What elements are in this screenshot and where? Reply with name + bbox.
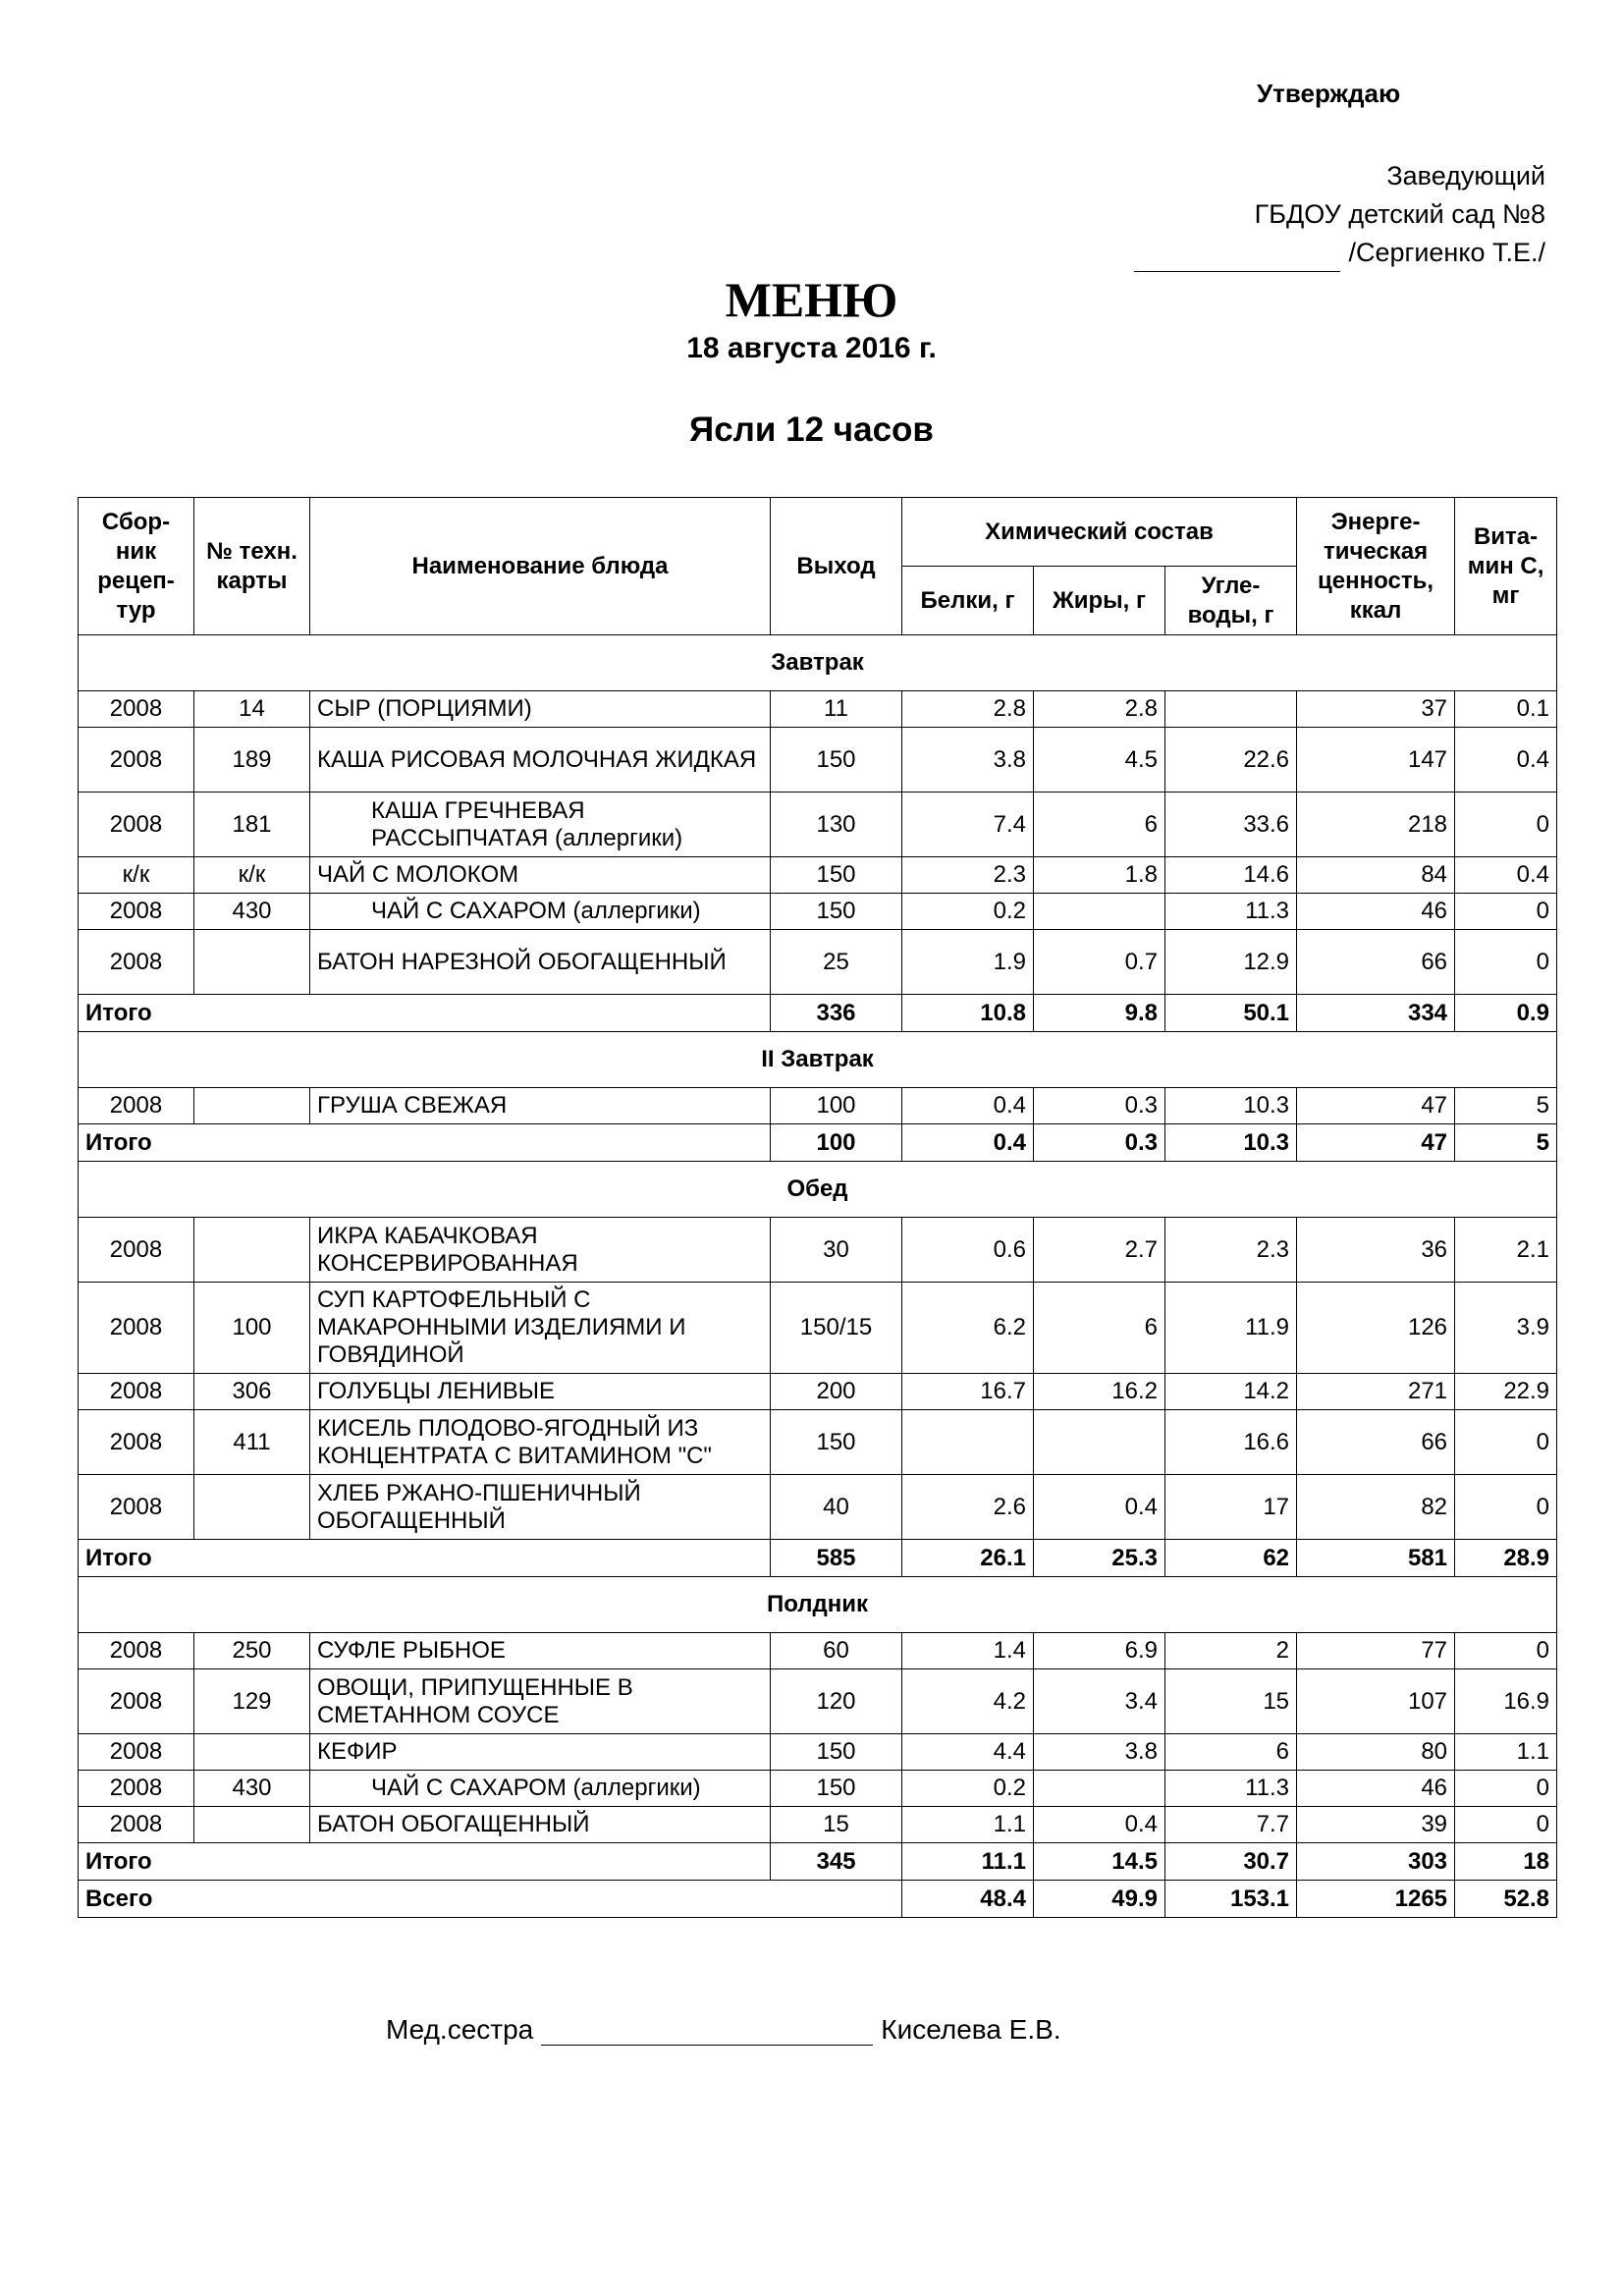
header-energy: Энерге-тическая ценность, ккал (1297, 498, 1455, 635)
fat-cell: 4.5 (1034, 728, 1165, 793)
total-vitc: 18 (1455, 1843, 1557, 1881)
fat-cell: 6.9 (1034, 1633, 1165, 1669)
total-carbs: 62 (1165, 1540, 1297, 1577)
carbs-cell: 2.3 (1165, 1218, 1297, 1283)
vitc-cell: 2.1 (1455, 1218, 1557, 1283)
grand-total-row (79, 1881, 1557, 1918)
carbs-cell: 14.2 (1165, 1374, 1297, 1410)
collection-cell: 2008 (79, 930, 194, 995)
fat-cell (1034, 1410, 1165, 1475)
dish-name-cell: ГОЛУБЦЫ ЛЕНИВЫЕ (310, 1374, 771, 1410)
card-cell (194, 1218, 310, 1283)
total-vitc: 5 (1455, 1124, 1557, 1162)
card-cell: 129 (194, 1669, 310, 1734)
total-row (79, 995, 1557, 1032)
table-row (79, 857, 1557, 894)
vitc-cell: 0 (1455, 1807, 1557, 1843)
collection-cell: 2008 (79, 1088, 194, 1124)
menu-table (78, 497, 1557, 1918)
header-protein: Белки, г (902, 567, 1034, 635)
carbs-cell: 11.3 (1165, 894, 1297, 930)
collection-cell: 2008 (79, 1807, 194, 1843)
energy-cell: 84 (1297, 857, 1455, 894)
table-row (79, 1633, 1557, 1669)
fat-cell: 2.8 (1034, 691, 1165, 728)
dish-name-cell: КАША ГРЕЧНЕВАЯ РАССЫПЧАТАЯ (аллергики) (310, 793, 771, 857)
carbs-cell (1165, 691, 1297, 728)
table-row (79, 894, 1557, 930)
table-row (79, 1218, 1557, 1283)
dish-name-cell: КИСЕЛЬ ПЛОДОВО-ЯГОДНЫЙ ИЗ КОНЦЕНТРАТА С ВИТАМИНОМ "С" (310, 1410, 771, 1475)
card-cell: 430 (194, 1771, 310, 1807)
card-cell: 181 (194, 793, 310, 857)
total-row (79, 1540, 1557, 1577)
energy-cell: 39 (1297, 1807, 1455, 1843)
footer-role: Мед.сестра (386, 2014, 534, 2045)
dish-name-cell: ЧАЙ С МОЛОКОМ (310, 857, 771, 894)
dish-name-cell: БАТОН НАРЕЗНОЙ ОБОГАЩЕННЫЙ (310, 930, 771, 995)
energy-cell: 82 (1297, 1475, 1455, 1540)
collection-cell: 2008 (79, 793, 194, 857)
table-row (79, 691, 1557, 728)
total-protein: 26.1 (902, 1540, 1034, 1577)
vitc-cell: 0 (1455, 930, 1557, 995)
table-row (79, 1669, 1557, 1734)
protein-cell: 0.4 (902, 1088, 1034, 1124)
grand-total-fat: 49.9 (1034, 1881, 1165, 1918)
carbs-cell: 11.3 (1165, 1771, 1297, 1807)
section-title: Завтрак (79, 635, 1557, 691)
total-fat: 0.3 (1034, 1124, 1165, 1162)
collection-cell: 2008 (79, 1218, 194, 1283)
footer-signature-line (541, 2015, 873, 2046)
carbs-cell: 22.6 (1165, 728, 1297, 793)
carbs-cell: 14.6 (1165, 857, 1297, 894)
total-energy: 581 (1297, 1540, 1455, 1577)
energy-cell: 66 (1297, 1410, 1455, 1475)
dish-name-cell: ОВОЩИ, ПРИПУЩЕННЫЕ В СМЕТАННОМ СОУСЕ (310, 1669, 771, 1734)
energy-cell: 126 (1297, 1283, 1455, 1374)
table-row (79, 1771, 1557, 1807)
dish-name-cell: КАША РИСОВАЯ МОЛОЧНАЯ ЖИДКАЯ (310, 728, 771, 793)
output-cell: 11 (771, 691, 902, 728)
dish-name-cell: СУП КАРТОФЕЛЬНЫЙ С МАКАРОННЫМИ ИЗДЕЛИЯМИ И ГОВЯДИНОЙ (310, 1283, 771, 1374)
total-carbs: 30.7 (1165, 1843, 1297, 1881)
collection-cell: 2008 (79, 1283, 194, 1374)
protein-cell: 1.4 (902, 1633, 1034, 1669)
vitc-cell: 22.9 (1455, 1374, 1557, 1410)
section-row (79, 635, 1557, 691)
protein-cell: 2.3 (902, 857, 1034, 894)
header-collection: Сбор-ник рецеп-тур (79, 498, 194, 635)
vitc-cell: 0.4 (1455, 728, 1557, 793)
fat-cell: 0.3 (1034, 1088, 1165, 1124)
table-row (79, 1410, 1557, 1475)
total-label: Итого (79, 1843, 771, 1881)
fat-cell: 6 (1034, 1283, 1165, 1374)
approval-block (1134, 157, 1545, 272)
total-energy: 47 (1297, 1124, 1455, 1162)
approval-signer: /Сергиенко Т.Е./ (1348, 238, 1545, 267)
output-cell: 200 (771, 1374, 902, 1410)
energy-cell: 46 (1297, 1771, 1455, 1807)
vitc-cell: 0 (1455, 1771, 1557, 1807)
dish-name-cell: БАТОН ОБОГАЩЕННЫЙ (310, 1807, 771, 1843)
collection-cell: 2008 (79, 1475, 194, 1540)
total-carbs: 50.1 (1165, 995, 1297, 1032)
card-cell: 430 (194, 894, 310, 930)
header-output: Выход (771, 498, 902, 635)
total-output: 585 (771, 1540, 902, 1577)
collection-cell: к/к (79, 857, 194, 894)
grand-total-carbs: 153.1 (1165, 1881, 1297, 1918)
total-output: 100 (771, 1124, 902, 1162)
output-cell: 30 (771, 1218, 902, 1283)
energy-cell: 66 (1297, 930, 1455, 995)
card-cell: 250 (194, 1633, 310, 1669)
card-cell: к/к (194, 857, 310, 894)
table-row (79, 1807, 1557, 1843)
total-label: Итого (79, 1124, 771, 1162)
total-protein: 11.1 (902, 1843, 1034, 1881)
dish-name-cell: ЧАЙ С САХАРОМ (аллергики) (310, 894, 771, 930)
fat-cell: 1.8 (1034, 857, 1165, 894)
carbs-cell: 16.6 (1165, 1410, 1297, 1475)
vitc-cell: 16.9 (1455, 1669, 1557, 1734)
table-row (79, 1088, 1557, 1124)
vitc-cell: 0.1 (1455, 691, 1557, 728)
carbs-cell: 15 (1165, 1669, 1297, 1734)
carbs-cell: 33.6 (1165, 793, 1297, 857)
card-cell (194, 1088, 310, 1124)
output-cell: 150 (771, 1410, 902, 1475)
dish-name-cell: ЧАЙ С САХАРОМ (аллергики) (310, 1771, 771, 1807)
card-cell: 100 (194, 1283, 310, 1374)
dish-name-cell: ИКРА КАБАЧКОВАЯ КОНСЕРВИРОВАННАЯ (310, 1218, 771, 1283)
fat-cell: 16.2 (1034, 1374, 1165, 1410)
output-cell: 25 (771, 930, 902, 995)
energy-cell: 77 (1297, 1633, 1455, 1669)
section-row (79, 1162, 1557, 1218)
group-title: Ясли 12 часов (689, 410, 934, 449)
approval-signature (1134, 234, 1545, 272)
collection-cell: 2008 (79, 1771, 194, 1807)
card-cell (194, 930, 310, 995)
card-cell: 411 (194, 1410, 310, 1475)
carbs-cell: 7.7 (1165, 1807, 1297, 1843)
total-fat: 25.3 (1034, 1540, 1165, 1577)
protein-cell: 0.2 (902, 894, 1034, 930)
protein-cell: 6.2 (902, 1283, 1034, 1374)
section-row (79, 1032, 1557, 1088)
table-row (79, 728, 1557, 793)
grand-total-label: Всего (79, 1881, 902, 1918)
total-fat: 9.8 (1034, 995, 1165, 1032)
vitc-cell: 5 (1455, 1088, 1557, 1124)
approval-label: Утверждаю (1257, 79, 1401, 108)
fat-cell: 0.4 (1034, 1475, 1165, 1540)
energy-cell: 80 (1297, 1734, 1455, 1771)
grand-total-protein: 48.4 (902, 1881, 1034, 1918)
total-output: 336 (771, 995, 902, 1032)
carbs-cell: 10.3 (1165, 1088, 1297, 1124)
total-output: 345 (771, 1843, 902, 1881)
section-title: Полдник (79, 1577, 1557, 1633)
header-card: № техн. карты (194, 498, 310, 635)
table-row (79, 930, 1557, 995)
fat-cell (1034, 894, 1165, 930)
energy-cell: 37 (1297, 691, 1455, 728)
output-cell: 150 (771, 1734, 902, 1771)
output-cell: 60 (771, 1633, 902, 1669)
energy-cell: 46 (1297, 894, 1455, 930)
vitc-cell: 1.1 (1455, 1734, 1557, 1771)
protein-cell: 0.6 (902, 1218, 1034, 1283)
protein-cell: 16.7 (902, 1374, 1034, 1410)
vitc-cell: 0 (1455, 1633, 1557, 1669)
total-energy: 334 (1297, 995, 1455, 1032)
carbs-cell: 17 (1165, 1475, 1297, 1540)
protein-cell: 1.1 (902, 1807, 1034, 1843)
collection-cell: 2008 (79, 691, 194, 728)
header-fat: Жиры, г (1034, 567, 1165, 635)
fat-cell: 2.7 (1034, 1218, 1165, 1283)
table-row (79, 1734, 1557, 1771)
dish-name-cell: СЫР (ПОРЦИЯМИ) (310, 691, 771, 728)
protein-cell (902, 1410, 1034, 1475)
output-cell: 40 (771, 1475, 902, 1540)
signature-line (1134, 246, 1340, 272)
collection-cell: 2008 (79, 1410, 194, 1475)
energy-cell: 271 (1297, 1374, 1455, 1410)
dish-name-cell: ГРУША СВЕЖАЯ (310, 1088, 771, 1124)
energy-cell: 47 (1297, 1088, 1455, 1124)
page-title: МЕНЮ (725, 272, 898, 327)
vitc-cell: 0 (1455, 793, 1557, 857)
card-cell: 189 (194, 728, 310, 793)
protein-cell: 1.9 (902, 930, 1034, 995)
output-cell: 150 (771, 728, 902, 793)
collection-cell: 2008 (79, 1374, 194, 1410)
footer-name: Киселева Е.В. (881, 2014, 1061, 2045)
protein-cell: 4.4 (902, 1734, 1034, 1771)
output-cell: 150 (771, 857, 902, 894)
table-row (79, 1374, 1557, 1410)
collection-cell: 2008 (79, 728, 194, 793)
output-cell: 130 (771, 793, 902, 857)
dish-name-cell: ХЛЕБ РЖАНО-ПШЕНИЧНЫЙ ОБОГАЩЕННЫЙ (310, 1475, 771, 1540)
header-carbs: Угле-воды, г (1165, 567, 1297, 635)
vitc-cell: 3.9 (1455, 1283, 1557, 1374)
collection-cell: 2008 (79, 894, 194, 930)
collection-cell: 2008 (79, 1669, 194, 1734)
card-cell (194, 1475, 310, 1540)
protein-cell: 3.8 (902, 728, 1034, 793)
output-cell: 120 (771, 1669, 902, 1734)
output-cell: 150/15 (771, 1283, 902, 1374)
output-cell: 15 (771, 1807, 902, 1843)
energy-cell: 218 (1297, 793, 1455, 857)
vitc-cell: 0 (1455, 1475, 1557, 1540)
total-label: Итого (79, 1540, 771, 1577)
total-vitc: 0.9 (1455, 995, 1557, 1032)
fat-cell (1034, 1771, 1165, 1807)
collection-cell: 2008 (79, 1633, 194, 1669)
total-label: Итого (79, 995, 771, 1032)
output-cell: 150 (771, 1771, 902, 1807)
fat-cell: 3.8 (1034, 1734, 1165, 1771)
fat-cell: 0.7 (1034, 930, 1165, 995)
total-protein: 10.8 (902, 995, 1034, 1032)
table-row (79, 793, 1557, 857)
footer-signature (386, 2014, 1061, 2046)
header-vitc: Вита-мин С, мг (1455, 498, 1557, 635)
energy-cell: 36 (1297, 1218, 1455, 1283)
total-protein: 0.4 (902, 1124, 1034, 1162)
fat-cell: 6 (1034, 793, 1165, 857)
card-cell (194, 1807, 310, 1843)
output-cell: 100 (771, 1088, 902, 1124)
section-title: II Завтрак (79, 1032, 1557, 1088)
section-title: Обед (79, 1162, 1557, 1218)
total-carbs: 10.3 (1165, 1124, 1297, 1162)
energy-cell: 147 (1297, 728, 1455, 793)
carbs-cell: 11.9 (1165, 1283, 1297, 1374)
dish-name-cell: СУФЛЕ РЫБНОЕ (310, 1633, 771, 1669)
vitc-cell: 0 (1455, 1410, 1557, 1475)
total-row (79, 1843, 1557, 1881)
vitc-cell: 0 (1455, 894, 1557, 930)
protein-cell: 7.4 (902, 793, 1034, 857)
protein-cell: 0.2 (902, 1771, 1034, 1807)
section-row (79, 1577, 1557, 1633)
protein-cell: 2.6 (902, 1475, 1034, 1540)
grand-total-vitc: 52.8 (1455, 1881, 1557, 1918)
grand-total-energy: 1265 (1297, 1881, 1455, 1918)
fat-cell: 3.4 (1034, 1669, 1165, 1734)
collection-cell: 2008 (79, 1734, 194, 1771)
card-cell: 306 (194, 1374, 310, 1410)
header-name: Наименование блюда (310, 498, 771, 635)
table-row (79, 1475, 1557, 1540)
dish-name-cell: КЕФИР (310, 1734, 771, 1771)
menu-date: 18 августа 2016 г. (686, 332, 937, 364)
carbs-cell: 6 (1165, 1734, 1297, 1771)
approval-position: Заведующий (1386, 161, 1545, 191)
total-energy: 303 (1297, 1843, 1455, 1881)
approval-org: ГБДОУ детский сад №8 (1254, 199, 1545, 229)
card-cell: 14 (194, 691, 310, 728)
total-row (79, 1124, 1557, 1162)
carbs-cell: 12.9 (1165, 930, 1297, 995)
total-fat: 14.5 (1034, 1843, 1165, 1881)
energy-cell: 107 (1297, 1669, 1455, 1734)
card-cell (194, 1734, 310, 1771)
protein-cell: 2.8 (902, 691, 1034, 728)
fat-cell: 0.4 (1034, 1807, 1165, 1843)
vitc-cell: 0.4 (1455, 857, 1557, 894)
total-vitc: 28.9 (1455, 1540, 1557, 1577)
output-cell: 150 (771, 894, 902, 930)
header-chem: Химический состав (902, 498, 1297, 567)
protein-cell: 4.2 (902, 1669, 1034, 1734)
table-row (79, 1283, 1557, 1374)
carbs-cell: 2 (1165, 1633, 1297, 1669)
